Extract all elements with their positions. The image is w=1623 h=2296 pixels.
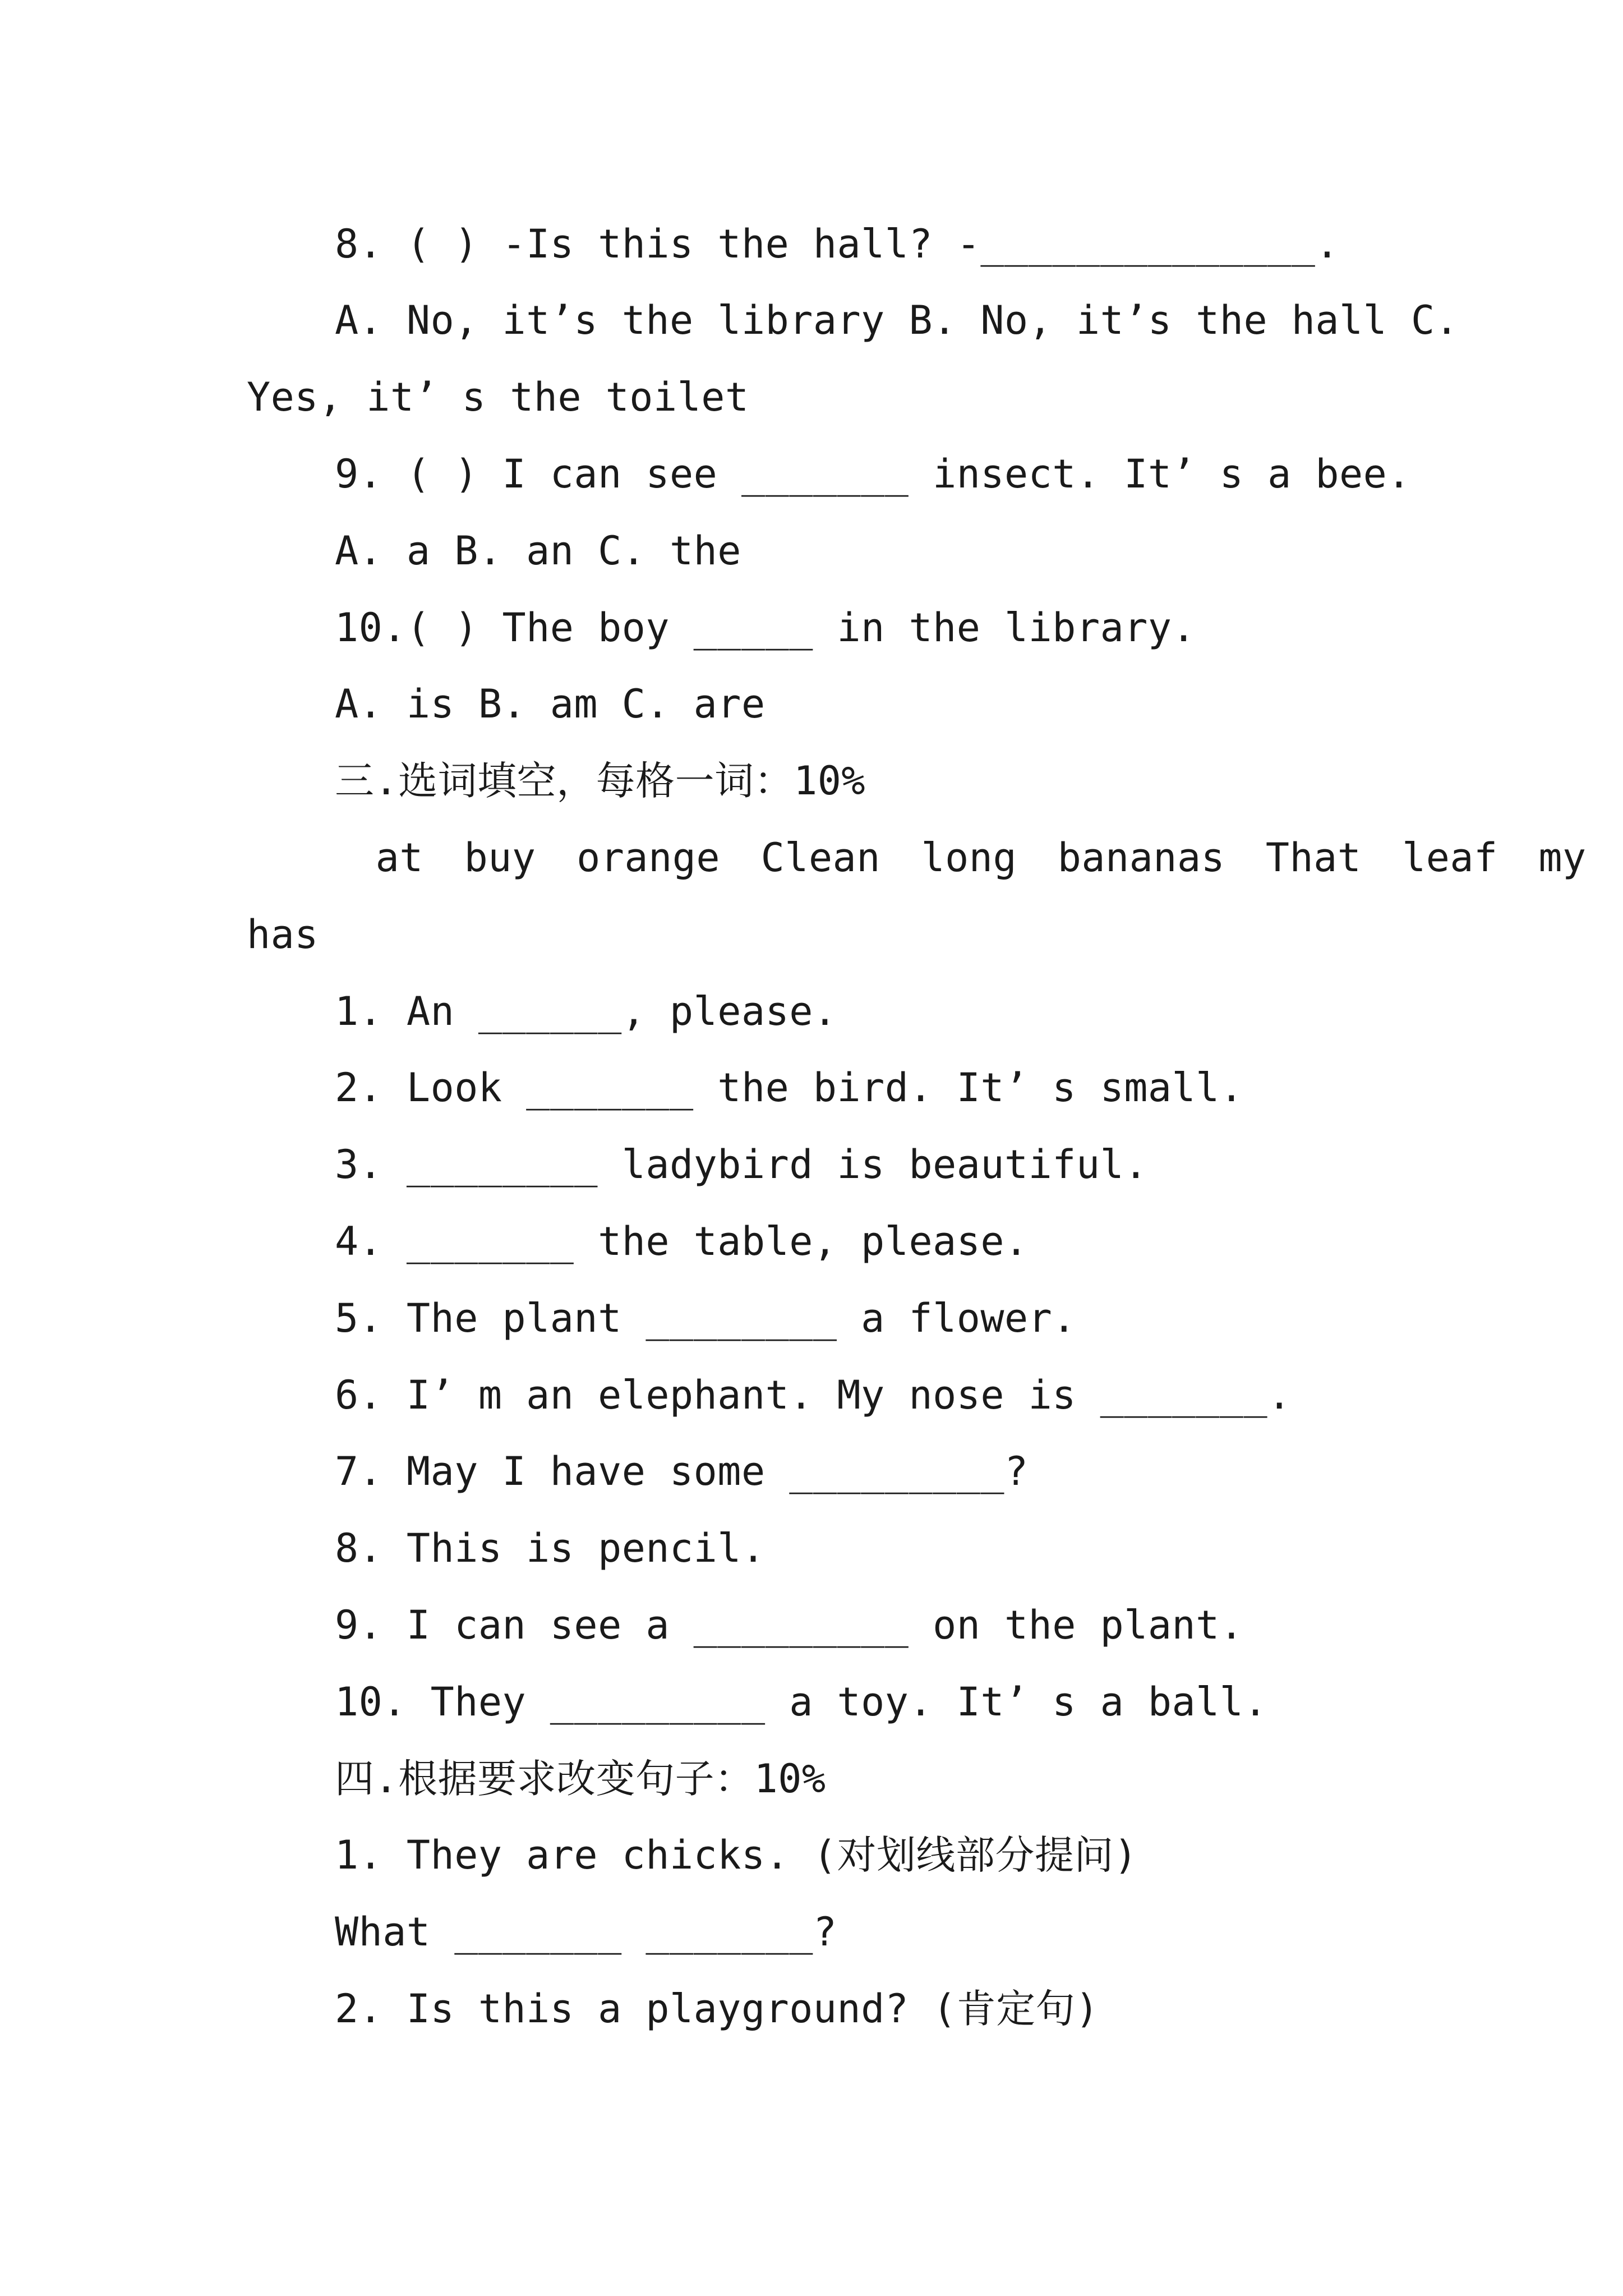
section-4-heading: 四.根据要求改变句子：10% <box>335 1756 826 1802</box>
section-3-heading: 三.选词填空，每格一词：10% <box>335 758 866 804</box>
fill-blank-9: 9. I can see a _________ on the plant. <box>335 1602 1244 1648</box>
fill-blank-10: 10. They _________ a toy. It’ s a ball. <box>335 1679 1268 1725</box>
fill-blank-3: 3. ________ ladybird is beautiful. <box>335 1142 1148 1188</box>
question-9-options: A. a B. an C. the <box>335 528 741 574</box>
fill-blank-1: 1. An ______, please. <box>335 988 837 1034</box>
word-bank: at buy orange Clean long bananas That leaf my <box>335 835 1587 881</box>
fill-blank-2: 2. Look _______ the bird. It’ s small. <box>335 1065 1244 1111</box>
fill-blank-5: 5. The plant ________ a flower. <box>335 1295 1076 1341</box>
question-8-stem: 8. ( ) -Is this the hall? -______________. <box>335 221 1340 267</box>
question-10-options: A. is B. am C. are <box>335 681 766 727</box>
transform-1-answer: What _______ _______? <box>335 1909 837 1955</box>
transform-2: 2. Is this a playground? (肯定句) <box>335 1986 1099 2032</box>
fill-blank-8: 8. This is pencil. <box>335 1525 766 1571</box>
fill-blank-7: 7. May I have some _________? <box>335 1448 1029 1494</box>
question-8-options-continued: Yes, it’ s the toilet <box>247 374 749 420</box>
question-10-stem: 10.( ) The boy _____ in the library. <box>335 605 1196 651</box>
fill-blank-4: 4. _______ the table, please. <box>335 1218 1029 1264</box>
question-8-options: A. No, it’s the library B. No, it’s the hall C. <box>335 297 1459 343</box>
word-bank-continued: has <box>247 912 319 958</box>
transform-1: 1. They are chicks. (对划线部分提问) <box>335 1832 1138 1878</box>
question-9-stem: 9. ( ) I can see _______ insect. It’ s a bee. <box>335 451 1411 497</box>
fill-blank-6: 6. I’ m an elephant. My nose is _______. <box>335 1372 1292 1418</box>
